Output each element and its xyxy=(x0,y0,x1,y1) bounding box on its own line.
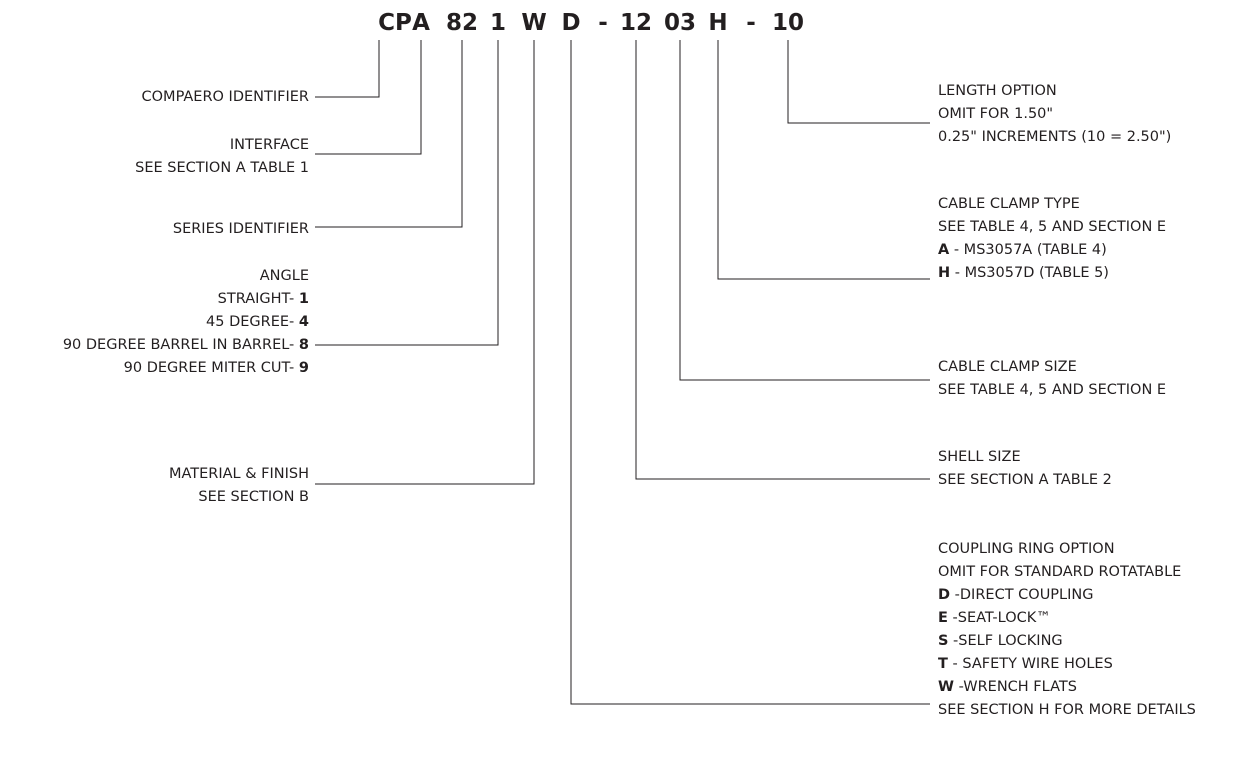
desc-line xyxy=(63,288,309,311)
option-code: S xyxy=(938,633,949,649)
desc-line xyxy=(938,561,1196,584)
desc-line xyxy=(938,216,1166,239)
option-code: 4 xyxy=(298,314,309,330)
desc-line-text: SEE SECTION H FOR MORE DETAILS xyxy=(938,702,1196,718)
desc-line-text: -SEAT-LOCK™ xyxy=(947,610,1051,626)
option-code: 9 xyxy=(298,360,309,376)
leader-coupling xyxy=(571,40,930,704)
desc-line xyxy=(135,157,309,180)
desc-line xyxy=(63,311,309,334)
desc-line-text: - MS3057A (TABLE 4) xyxy=(949,242,1107,258)
desc-line xyxy=(938,80,1171,103)
desc-line-text: LENGTH OPTION xyxy=(938,83,1057,99)
desc-line-text: -WRENCH FLATS xyxy=(954,679,1077,695)
desc-line xyxy=(938,607,1196,630)
pn-segment-series: 82 xyxy=(445,10,479,36)
pn-segment-material: W xyxy=(521,10,547,36)
desc-line xyxy=(938,676,1196,699)
leader-material xyxy=(315,40,534,484)
desc-identifier xyxy=(142,86,309,109)
desc-length xyxy=(938,80,1171,149)
desc-line xyxy=(938,446,1112,469)
desc-clamp-size xyxy=(938,356,1166,402)
pn-segment-angle: 1 xyxy=(489,10,507,36)
pn-segment-interface: A xyxy=(412,10,430,36)
desc-line-text: STRAIGHT- xyxy=(217,291,299,307)
desc-line-text: - MS3057D (TABLE 5) xyxy=(950,265,1109,281)
pn-segment-coupling: D xyxy=(561,10,581,36)
desc-line-text: ANGLE xyxy=(259,268,309,284)
desc-line-text: -DIRECT COUPLING xyxy=(950,587,1094,603)
pn-segment-length: 10 xyxy=(771,10,805,36)
desc-line-text: SHELL SIZE xyxy=(938,449,1021,465)
leader-series xyxy=(315,40,462,227)
option-code: 1 xyxy=(298,291,309,307)
desc-line xyxy=(938,584,1196,607)
desc-line-text: 90 DEGREE MITER CUT- xyxy=(123,360,299,376)
desc-line xyxy=(142,86,309,109)
option-code: A xyxy=(938,242,950,258)
leader-clamp-type xyxy=(718,40,930,279)
desc-series xyxy=(173,218,309,241)
desc-coupling xyxy=(938,538,1196,722)
desc-line-text: CABLE CLAMP TYPE xyxy=(938,196,1080,212)
desc-line xyxy=(938,469,1112,492)
option-code: W xyxy=(938,679,954,695)
desc-interface xyxy=(135,134,309,180)
desc-angle xyxy=(63,265,309,380)
desc-line-text: OMIT FOR 1.50" xyxy=(938,106,1054,122)
desc-line xyxy=(938,379,1166,402)
desc-line-text: - SAFETY WIRE HOLES xyxy=(947,656,1113,672)
desc-line xyxy=(938,262,1166,285)
desc-line xyxy=(938,126,1171,149)
desc-line xyxy=(173,218,309,241)
desc-line xyxy=(938,103,1171,126)
pn-segment-dash-1: - xyxy=(598,10,608,36)
desc-line xyxy=(938,630,1196,653)
desc-clamp-type xyxy=(938,193,1166,285)
desc-material xyxy=(169,463,309,509)
desc-line xyxy=(63,265,309,288)
desc-line xyxy=(169,486,309,509)
desc-line-text: SEE TABLE 4, 5 AND SECTION E xyxy=(938,219,1167,235)
option-code: H xyxy=(938,265,951,281)
desc-line-text: 45 DEGREE- xyxy=(206,314,299,330)
desc-line-text: 0.25" INCREMENTS (10 = 2.50") xyxy=(938,129,1172,145)
desc-line xyxy=(938,699,1196,722)
option-code: E xyxy=(938,610,948,626)
pn-segment-clamp-type: H xyxy=(708,10,728,36)
desc-line-text: SEE SECTION B xyxy=(198,489,309,505)
desc-line xyxy=(938,653,1196,676)
leader-length xyxy=(788,40,930,123)
leader-angle xyxy=(315,40,498,345)
desc-line xyxy=(938,239,1166,262)
desc-line-text: CABLE CLAMP SIZE xyxy=(938,359,1077,375)
option-code: T xyxy=(938,656,948,672)
desc-line-text: -SELF LOCKING xyxy=(948,633,1063,649)
desc-line-text: INTERFACE xyxy=(229,137,309,153)
pn-segment-clamp-size: 03 xyxy=(663,10,697,36)
desc-line-text: COUPLING RING OPTION xyxy=(938,541,1115,557)
desc-line-text: OMIT FOR STANDARD ROTATABLE xyxy=(938,564,1182,580)
desc-line-text: SERIES IDENTIFIER xyxy=(172,221,309,237)
desc-line xyxy=(169,463,309,486)
leader-identifier xyxy=(315,40,379,97)
desc-line xyxy=(938,193,1166,216)
option-code: 8 xyxy=(298,337,309,353)
option-code: D xyxy=(938,587,951,603)
desc-line-text: SEE SECTION A TABLE 2 xyxy=(938,472,1112,488)
pn-segment-cp: CP xyxy=(378,10,412,36)
desc-line-text: 90 DEGREE BARREL IN BARREL- xyxy=(62,337,299,353)
pn-segment-shell-size: 12 xyxy=(619,10,653,36)
desc-line-text: SEE TABLE 4, 5 AND SECTION E xyxy=(938,382,1167,398)
desc-line xyxy=(938,538,1196,561)
desc-line-text: MATERIAL & FINISH xyxy=(168,466,309,482)
desc-line-text: COMPAERO IDENTIFIER xyxy=(141,89,309,105)
desc-line-text: SEE SECTION A TABLE 1 xyxy=(135,160,309,176)
pn-segment-dash-2: - xyxy=(746,10,756,36)
desc-shell-size xyxy=(938,446,1112,492)
desc-line xyxy=(63,357,309,380)
desc-line xyxy=(135,134,309,157)
desc-line xyxy=(938,356,1166,379)
desc-line xyxy=(63,334,309,357)
